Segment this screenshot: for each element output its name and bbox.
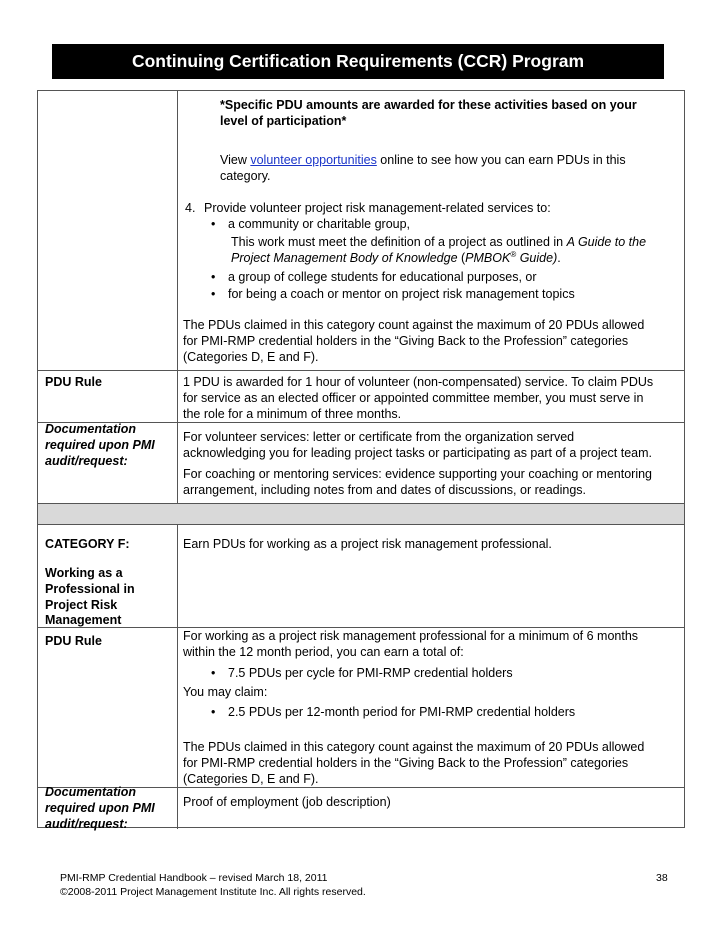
documentation-p2-line2: arrangement, including notes from and dates of discussions, or readings. xyxy=(183,483,587,497)
item4-text: Provide volunteer project risk management-related services to: xyxy=(204,201,551,215)
documentation-p2-line1: For coaching or mentoring services: evidence supporting your coaching or mentoring xyxy=(183,467,652,481)
pdu-rule-f-bullet2: • 2.5 PDUs per 12-month period for PMI-RMP credential holders xyxy=(228,705,575,721)
page-number: 38 xyxy=(656,872,668,884)
category-f-text: Earn PDUs for working as a project risk management professional. xyxy=(183,537,552,551)
volunteer-opportunities-link[interactable]: volunteer opportunities xyxy=(250,153,377,167)
documentation-f-text: Proof of employment (job description) xyxy=(183,795,391,809)
specific-note-line1: *Specific PDU amounts are awarded for these activities based on your xyxy=(220,98,637,112)
pdu-rule-f-count-line1: The PDUs claimed in this category count against the maximum of 20 PDUs allowed xyxy=(183,740,645,754)
category-f-sub-line1: Working as a xyxy=(45,566,123,580)
specific-note-line2: level of participation* xyxy=(220,114,347,128)
row-divider xyxy=(38,627,684,628)
count-note-line2: for PMI-RMP credential holders in the “Giving Back to the Profession” categories xyxy=(183,334,629,348)
pdu-rule-label: PDU Rule xyxy=(45,375,102,389)
documentation-label-line2: required upon PMI xyxy=(45,438,155,452)
pdu-rule-line3: the role for a minimum of three months. xyxy=(183,407,402,421)
category-f-sub-line4: Management xyxy=(45,613,122,627)
documentation-f-label-line1: Documentation xyxy=(45,785,136,799)
project-definition-line2: Project Management Body of Knowledge (PMBOK® Guide). xyxy=(231,249,561,265)
pdu-rule-f-bullet1: • 7.5 PDUs per cycle for PMI-RMP credential holders xyxy=(228,666,513,682)
category-f-label: CATEGORY F: xyxy=(45,537,130,551)
pdu-rule-f-count-line2: for PMI-RMP credential holders in the “Giving Back to the Profession” categories xyxy=(183,756,629,770)
footer-handbook-line: PMI-RMP Credential Handbook – revised March 18, 2011 xyxy=(60,872,328,884)
requirements-table xyxy=(37,90,685,831)
documentation-label-line3: audit/request: xyxy=(45,454,128,468)
pdu-rule-f-label: PDU Rule xyxy=(45,634,102,648)
footer-copyright-line: ©2008-2011 Project Management Institute Inc. All rights reserved. xyxy=(60,886,366,898)
volunteer-bullet-2: • a group of college students for educational purposes, or xyxy=(228,270,537,286)
pdu-rule-f-count-line3: (Categories D, E and F). xyxy=(183,772,319,786)
row-divider xyxy=(38,524,684,525)
page-header xyxy=(52,44,664,79)
view-line2: category. xyxy=(220,169,271,183)
project-definition-line1: This work must meet the definition of a project as outlined in A Guide to the xyxy=(231,235,647,249)
row-divider xyxy=(38,503,684,504)
pdu-rule-f-line1: For working as a project risk management professional for a minimum of 6 months xyxy=(183,629,639,643)
category-f-sub-line3: Project Risk xyxy=(45,598,118,612)
documentation-p1-line1: For volunteer services: letter or certificate from the organization served xyxy=(183,430,575,444)
item4-number: 4. xyxy=(185,201,196,215)
row-divider xyxy=(38,370,684,371)
view-line1: View volunteer opportunities online to see how you can earn PDUs in this xyxy=(220,153,626,167)
documentation-f-label-line2: required upon PMI xyxy=(45,801,155,815)
pdu-rule-line2: for service as an elected officer or appointed committee member, you must serve in xyxy=(183,391,644,405)
documentation-f-label-line3: audit/request: xyxy=(45,817,128,831)
column-divider xyxy=(177,91,178,829)
volunteer-bullet-3: • for being a coach or mentor on project risk management topics xyxy=(228,287,575,303)
count-note-line3: (Categories D, E and F). xyxy=(183,350,319,364)
pdu-rule-f-line2: within the 12 month period, you can earn a total of: xyxy=(183,645,464,659)
separator-row xyxy=(38,504,684,524)
header-title: Continuing Certification Requirements (CCR) Program xyxy=(131,51,585,71)
count-note-line1: The PDUs claimed in this category count against the maximum of 20 PDUs allowed xyxy=(183,318,645,332)
documentation-p1-line2: acknowledging you for leading project tasks or participating as part of a project team. xyxy=(183,446,653,460)
volunteer-bullet-1: • a community or charitable group, xyxy=(228,217,410,233)
documentation-label-line1: Documentation xyxy=(45,422,136,436)
pdu-rule-f-may-claim: You may claim: xyxy=(183,685,268,699)
category-f-sub-line2: Professional in xyxy=(45,582,135,596)
pdu-rule-line1: 1 PDU is awarded for 1 hour of volunteer (non-compensated) service. To claim PDUs xyxy=(183,375,654,389)
